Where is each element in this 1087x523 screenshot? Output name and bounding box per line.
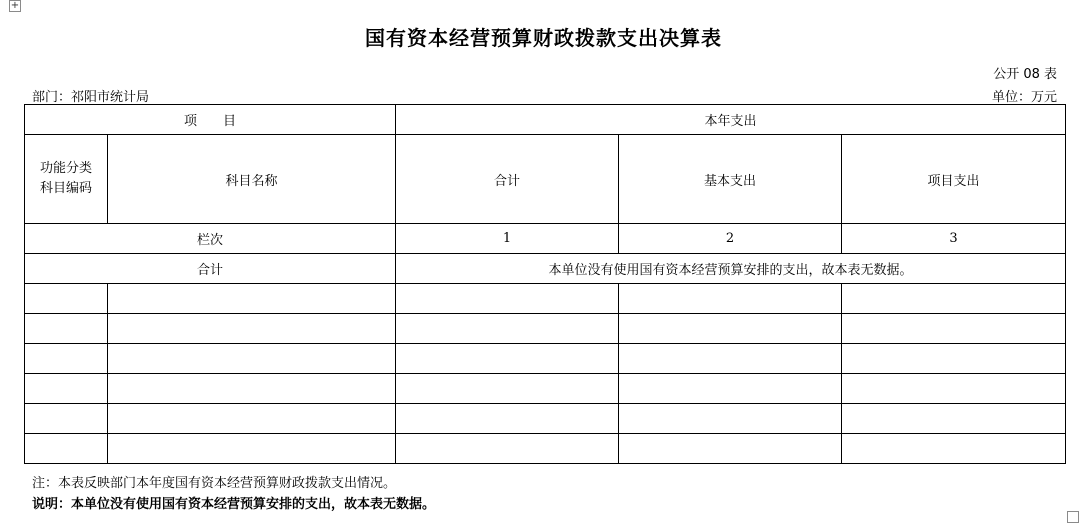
table-cell[interactable] [396,374,619,404]
page-title: 国有资本经营预算财政拨款支出决算表 [365,26,722,50]
table-row [25,404,1066,434]
index-label-cell[interactable]: 栏次 [25,224,396,254]
table-cell[interactable] [25,344,108,374]
table-cell[interactable] [108,404,396,434]
total-row [25,254,1066,284]
table-cell[interactable] [25,434,108,464]
table-cell[interactable] [619,404,842,434]
table-cell[interactable] [396,344,619,374]
table-cell[interactable] [25,284,108,314]
index-2-cell[interactable]: 2 [619,224,842,254]
table-cell[interactable] [108,284,396,314]
table-row [25,344,1066,374]
col-basic-header[interactable]: 基本支出 [619,135,842,224]
table-cell[interactable] [842,374,1066,404]
table-cell[interactable] [25,404,108,434]
unit-label: 单位：万元 [991,90,1057,105]
budget-table [24,104,1066,464]
col-total-header[interactable]: 合计 [396,135,619,224]
resize-table-icon[interactable] [1067,511,1079,523]
header-row-2 [25,135,1066,224]
table-cell[interactable] [396,404,619,434]
form-number: 公开 08 表 [993,67,1057,82]
move-table-icon[interactable]: + [10,0,20,11]
table-cell[interactable] [108,434,396,464]
table-cell[interactable] [842,314,1066,344]
table-row [25,434,1066,464]
table-cell[interactable] [619,434,842,464]
index-1-cell[interactable]: 1 [396,224,619,254]
total-message-cell[interactable]: 本单位没有使用国有资本经营预算安排的支出，故本表无数据。 [396,254,1066,284]
table-cell[interactable] [396,434,619,464]
table-cell[interactable] [108,344,396,374]
index-3-cell[interactable]: 3 [842,224,1066,254]
table-row [25,284,1066,314]
col-project-header[interactable]: 项目支出 [842,135,1066,224]
table-cell[interactable] [396,284,619,314]
table-cell[interactable] [619,344,842,374]
col-code-header[interactable]: 功能分类 科目编码 [25,135,108,224]
department-label: 部门：祁阳市统计局 [32,90,150,105]
table-row [25,314,1066,344]
table-row [25,374,1066,404]
table-cell[interactable] [842,344,1066,374]
footnote: 注：本表反映部门本年度国有资本经营预算财政拨款支出情况。 [32,476,397,491]
header-item-cell[interactable]: 项 目 [25,105,396,135]
table-cell[interactable] [25,314,108,344]
table-cell[interactable] [842,284,1066,314]
table-cell[interactable] [25,374,108,404]
explanation: 说明：本单位没有使用国有资本经营预算安排的支出，故本表无数据。 [32,497,436,512]
table-cell[interactable] [396,314,619,344]
table-cell[interactable] [108,374,396,404]
col-name-header[interactable]: 科目名称 [108,135,396,224]
table-cell[interactable] [619,374,842,404]
table-cell[interactable] [619,314,842,344]
header-row-1 [25,105,1066,135]
table-cell[interactable] [842,434,1066,464]
header-year-expense-cell[interactable]: 本年支出 [396,105,1066,135]
table-cell[interactable] [108,314,396,344]
total-label-cell[interactable]: 合计 [25,254,396,284]
table-cell[interactable] [842,404,1066,434]
table-cell[interactable] [619,284,842,314]
index-row [25,224,1066,254]
